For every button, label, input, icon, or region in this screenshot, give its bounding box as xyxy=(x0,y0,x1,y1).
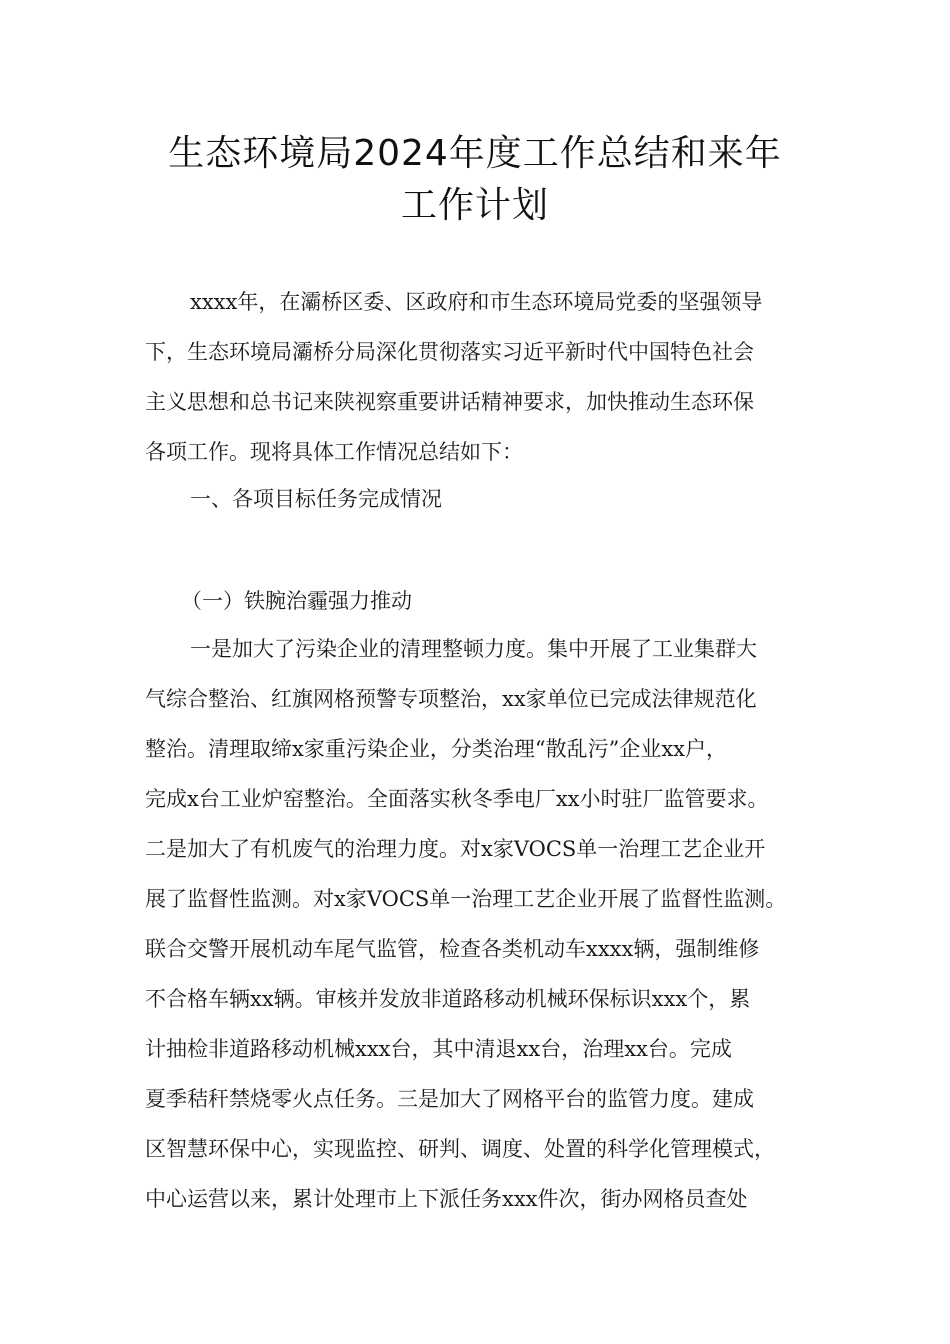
body-line: 整治。清理取缔x家重污染企业，分类治理“散乱污”企业xx户， xyxy=(145,737,727,761)
intro-line-2: 下，生态环境局灞桥分局深化贯彻落实习近平新时代中国特色社会 xyxy=(145,340,754,364)
body-line: 区智慧环保中心，实现监控、研判、调度、处置的科学化管理模式， xyxy=(145,1137,775,1161)
body-line: 中心运营以来，累计处理市上下派任务xxx件次，街办网格员查处 xyxy=(145,1187,748,1211)
section-heading-text: 一、各项目标任务完成情况 xyxy=(190,487,442,511)
body-line: 夏季秸秆禁烧零火点任务。三是加大了网格平台的监管力度。建成 xyxy=(145,1087,754,1111)
intro-line-1: xxxx年，在灞桥区委、区政府和市生态环境局党委的坚强领导 xyxy=(190,290,763,314)
body-line: 气综合整治、红旗网格预警专项整治，xx家单位已完成法律规范化 xyxy=(145,687,757,711)
body-line: 一是加大了污染企业的清理整顿力度。集中开展了工业集群大 xyxy=(190,637,757,661)
title-line-1: 生态环境局2024年度工作总结和来年 xyxy=(168,133,782,174)
body-line: 完成x台工业炉窑整治。全面落实秋冬季电厂xx小时驻厂监管要求。 xyxy=(145,787,769,811)
intro-line-3: 主义思想和总书记来陕视察重要讲话精神要求，加快推动生态环保 xyxy=(145,390,754,414)
body-line: 不合格车辆xx辆。审核并发放非道路移动机械环保标识xxx个，累 xyxy=(145,987,751,1011)
subsection-heading-text: （一）铁腕治霾强力推动 xyxy=(181,589,412,613)
title-line-2: 工作计划 xyxy=(400,185,549,226)
body-line: 计抽检非道路移动机械xxx台，其中清退xx台，治理xx台。完成 xyxy=(145,1037,732,1061)
body-line: 展了监督性监测。对x家VOCS单一治理工艺企业开展了监督性监测。 xyxy=(145,887,787,911)
intro-line-4: 各项工作。现将具体工作情况总结如下： xyxy=(145,440,523,464)
body-line: 联合交警开展机动车尾气监管，检查各类机动车xxxx辆，强制维修 xyxy=(145,937,760,961)
document-title xyxy=(140,128,810,232)
body-line: 二是加大了有机废气的治理力度。对x家VOCS单一治理工艺企业开 xyxy=(145,837,766,861)
